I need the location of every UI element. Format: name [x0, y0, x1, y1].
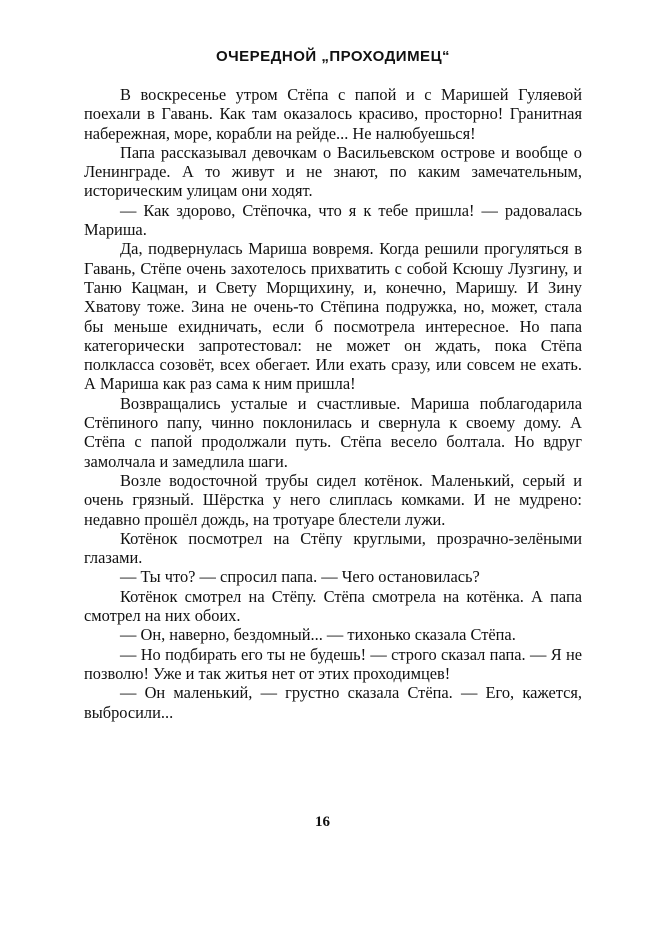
paragraph: — Ты что? — спросил папа. — Чего остановилась? [120, 567, 480, 587]
page-number: 16 [315, 814, 330, 830]
body-text [84, 85, 582, 722]
paragraph: — Как здорово, Стёпочка, что я к тебе пришла! — радовалась Мариша. [84, 200, 582, 240]
paragraph: — Но подбирать его ты не будешь! — строго сказал папа. — Я не позволю! Уже и так житья нет от этих проходимцев! [84, 644, 582, 683]
paragraph: Котёнок смотрел на Стёпу. Стёпа смотрела на котёнка. А папа смотрел на них обоих. [84, 586, 582, 626]
paragraph: Котёнок посмотрел на Стёпу круглыми, прозрачно-зелёными глазами. [84, 528, 582, 568]
chapter-title: ОЧЕРЕДНОЙ „ПРОХОДИМЕЦ“ [215, 48, 451, 65]
paragraph: Возле водосточной трубы сидел котёнок. Маленький, серый и очень грязный. Шёрстка у него слиплась комками. И не мудрено: недавно прошёл дождь, на тротуаре блестели лужи. [84, 470, 582, 529]
paragraph: Возвращались усталые и счастливые. Мариша поблагодарила Стёпиного папу, чинно поклонилась и свернула к своему дому. А Стёпа с папой продолжали путь. Стёпа весело болтала. Но вдруг замолчала и замедлила шаги. [84, 393, 582, 471]
page-content [84, 48, 582, 722]
paragraph: — Он, наверно, бездомный... — тихонько сказала Стёпа. [120, 625, 516, 645]
paragraph: Папа рассказывал девочкам о Васильевском острове и вообще о Ленинграде. А то живут и не знают, по каким замечательным, историческим улицам они ходят. [84, 142, 582, 201]
paragraph: В воскресенье утром Стёпа с папой и с Маришей Гуляевой поехали в Гавань. Как там оказалось красиво, просторно! Гранитная набережная, море, корабли на рейде... Не налюбуешься! [84, 85, 582, 143]
paragraph: Да, подвернулась Мариша вовремя. Когда решили прогуляться в Гавань, Стёпе очень захотелось прихватить с собой Ксюшу Лузгину, и Таню Кацман, и Свету Морщихину, и, конечно, Маришу. И Зину Хватову тоже. Зина не очень-то Стёпина подружка, но, может, стала бы меньше ехидничать, если б посмотрела интересное. Но папа категорически запротестовал: не может он ждать, пока Стёпа полкласса созовёт, всех обегает. Или ехать сразу, или совсем не ехать. А Мариша как раз сама к ним пришла! [84, 239, 582, 394]
paragraph: — Он маленький, — грустно сказала Стёпа. — Его, кажется, выбросили... [84, 683, 582, 722]
